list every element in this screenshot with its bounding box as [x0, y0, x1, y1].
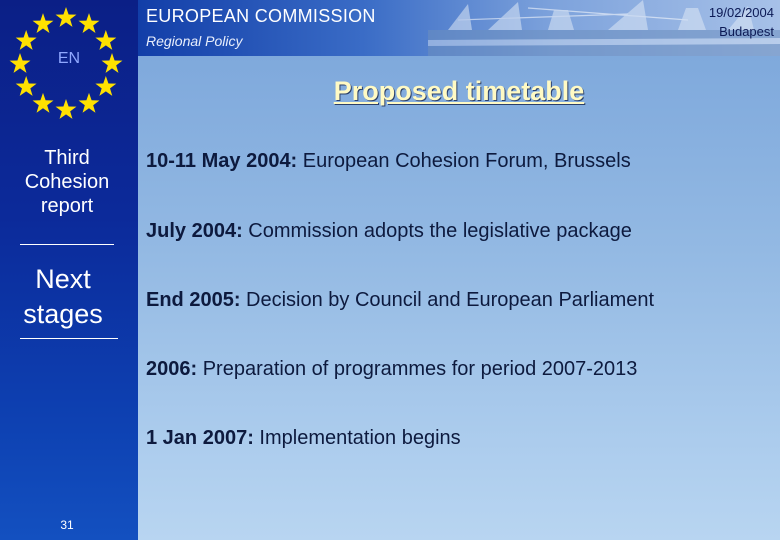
- department-name: Regional Policy: [146, 33, 243, 49]
- location: Budapest: [719, 24, 774, 39]
- slide-title: Proposed timetable: [333, 76, 585, 106]
- divider: [20, 244, 114, 245]
- item-date: 2006:: [146, 358, 198, 380]
- item-text: European Cohesion Forum, Brussels: [297, 150, 631, 172]
- star-icon: [33, 93, 54, 113]
- section-title: Third Cohesion report: [24, 147, 110, 217]
- star-icon: [95, 30, 116, 50]
- header-band: [138, 0, 780, 56]
- eu-flag-stars-icon: [0, 0, 138, 138]
- star-icon: [79, 13, 100, 33]
- item-date: End 2005:: [146, 289, 241, 311]
- star-icon: [16, 76, 37, 96]
- page-number: 31: [60, 518, 74, 532]
- star-icon: [95, 76, 116, 96]
- organization-name: EUROPEAN COMMISSION: [146, 6, 376, 26]
- timetable-item: [146, 150, 631, 173]
- timetable-item: [146, 220, 632, 243]
- item-text: Implementation begins: [253, 427, 461, 449]
- divider: [20, 338, 118, 339]
- sidebar: [0, 0, 138, 540]
- star-icon: [79, 93, 100, 113]
- date-location: [709, 3, 774, 41]
- star-icon: [56, 99, 77, 119]
- item-text: Preparation of programmes for period 2007-2013: [197, 358, 638, 380]
- timetable-item: [146, 289, 654, 312]
- language-label: EN: [57, 50, 81, 67]
- star-icon: [56, 7, 77, 27]
- date: 19/02/2004: [708, 5, 774, 20]
- star-icon: [33, 13, 54, 33]
- item-date: July 2004:: [146, 220, 243, 242]
- item-text: Commission adopts the legislative package: [242, 220, 632, 242]
- item-text: Decision by Council and European Parliament: [240, 289, 655, 311]
- item-date: 10-11 May 2004:: [146, 150, 298, 172]
- star-icon: [16, 30, 37, 50]
- current-section: Next stages: [23, 264, 103, 329]
- timetable-item: [146, 358, 637, 381]
- timetable-item: [146, 427, 461, 450]
- item-date: 1 Jan 2007:: [146, 427, 254, 449]
